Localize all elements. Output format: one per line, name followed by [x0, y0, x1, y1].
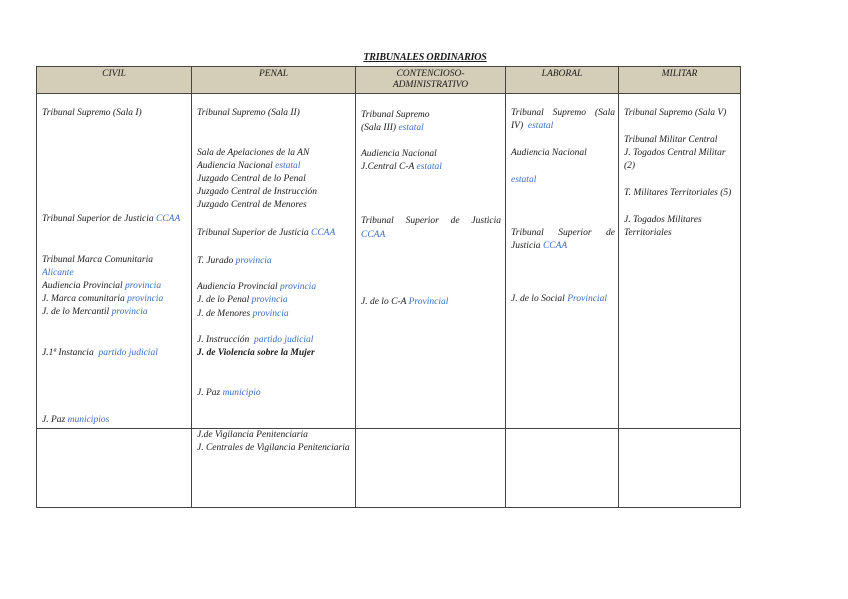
militar-tribunal-supremo: Tribunal Supremo (Sala V) [624, 108, 727, 118]
header-militar [619, 67, 740, 94]
contencioso-tsj-word: de [450, 216, 460, 226]
civil-ap-label: Audiencia Provincial [42, 281, 123, 291]
civil-tsj-scope: CCAA [156, 214, 181, 224]
civil-j-primera-instancia [42, 347, 158, 360]
civil-jmerc-label: J. de lo Mercantil [42, 307, 110, 317]
militar-territoriales: T. Militares Territoriales (5) [624, 188, 732, 198]
penal-tsj-label: Tribunal Superior de Justicia [197, 228, 309, 238]
penal-ap-scope: provincia [280, 282, 317, 292]
contencioso-ts-scope: estatal [398, 123, 424, 133]
laboral-ts-sala-label: IV) [511, 121, 524, 131]
penal-juzgado-central-menores: Juzgado Central de Menores [197, 200, 307, 210]
civil-tsj-label: Tribunal Superior de Justicia [42, 214, 154, 224]
laboral-an-scope: estatal [511, 175, 537, 185]
penal-jpaz-label: J. Paz [197, 388, 221, 398]
penal-j-vigilancia: J.de Vigilancia Penitenciaria [197, 430, 308, 440]
contencioso-jc-scope: estatal [416, 162, 442, 172]
laboral-tsj-scope: CCAA [542, 241, 568, 251]
penal-jpaz-scope: municipio [222, 388, 261, 398]
penal-j-instruccion [197, 334, 313, 347]
civil-tsj [42, 213, 180, 226]
header-penal [192, 67, 356, 94]
civil-j-paz [42, 414, 109, 427]
penal-an-scope: estatal [275, 161, 301, 171]
laboral-tsj-word: de [606, 228, 615, 238]
laboral-tsj-word: Tribunal [511, 228, 544, 238]
header-civil-label: CIVIL [102, 69, 126, 79]
militar-j-togados-central-count: (2) [624, 161, 636, 171]
penal-tsj [197, 227, 335, 240]
penal-juzgado-central-instruccion: Juzgado Central de Instrucción [197, 187, 318, 197]
laboral-ts-word: Supremo [552, 108, 587, 118]
penal-jurado-label: T. Jurado [197, 256, 234, 266]
laboral-tribunal-supremo [511, 107, 615, 120]
penal-ap-label: Audiencia Provincial [197, 282, 278, 292]
civil-j-mercantil [42, 306, 148, 319]
header-militar-label: MILITAR [661, 69, 698, 79]
penal-jmen-label: J. de Menores [197, 309, 251, 319]
contencioso-tsj-scope: CCAA [361, 230, 386, 240]
contencioso-j-ca [361, 296, 448, 309]
laboral-ts-sala [511, 120, 553, 133]
penal-j-central-vigilancia: J. Centrales de Vigilancia Penitenciaria [197, 443, 350, 453]
laboral-j-social [511, 293, 607, 306]
laboral-tsj2-label: Justicia [511, 241, 541, 251]
penal-audiencia-provincial [197, 281, 316, 294]
header-contencioso-line2: ADMINISTRATIVO [392, 80, 469, 90]
penal-sala-apelaciones: Sala de Apelaciones de la AN [197, 148, 310, 158]
penal-jurado-scope: provincia [235, 256, 272, 266]
contencioso-j-central [361, 161, 442, 174]
header-laboral-label: LABORAL [541, 69, 583, 79]
row-divider [37, 428, 740, 429]
penal-jinst-scope: partido judicial [254, 335, 314, 345]
civil-jpaz-label: J. Paz [42, 415, 66, 425]
civil-tribunal-supremo: Tribunal Supremo (Sala I) [42, 108, 142, 118]
column-divider [505, 94, 506, 508]
penal-jpenal-label: J. de lo Penal [197, 295, 250, 305]
contencioso-jca-scope: Provincial [408, 297, 449, 307]
laboral-tsj [511, 227, 615, 240]
contencioso-ts-sala [361, 122, 424, 135]
contencioso-jc-label: J.Central C-A [361, 162, 415, 172]
column-divider [355, 94, 356, 508]
laboral-ts-word: (Sala [594, 108, 615, 118]
header-laboral [506, 67, 619, 94]
civil-jpaz-scope: municipios [67, 415, 110, 425]
penal-jurado [197, 255, 272, 268]
laboral-jsoc-scope: Provincial [567, 294, 607, 304]
laboral-audiencia-nacional: Audiencia Nacional [511, 148, 587, 158]
penal-j-violencia: J. de Violencia sobre la Mujer [197, 348, 315, 358]
penal-jpenal-scope: provincia [251, 295, 288, 305]
civil-audiencia-provincial [42, 280, 161, 293]
penal-j-menores [197, 308, 289, 321]
penal-tsj-scope: CCAA [311, 228, 336, 238]
contencioso-jca-label: J. de lo C-A [361, 297, 407, 307]
laboral-jsoc-label: J. de lo Social [511, 294, 565, 304]
civil-j1i-label: J.1ª Instancia [42, 348, 94, 358]
militar-j-togados-central: J. Togados Central Militar [624, 148, 726, 158]
contencioso-tsj [361, 215, 501, 228]
column-divider [618, 94, 619, 508]
page-title: TRIBUNALES ORDINARIOS [363, 52, 487, 63]
laboral-tsj-line2 [511, 240, 567, 253]
penal-audiencia-nacional [197, 160, 300, 173]
laboral-ts-scope: estatal [527, 121, 554, 131]
militar-tribunal-central: Tribunal Militar Central [624, 135, 718, 145]
contencioso-ts-sala-label: (Sala III) [361, 123, 397, 133]
civil-marca: Tribunal Marca Comunitaria [42, 255, 154, 265]
contencioso-audiencia-nacional: Audiencia Nacional [361, 149, 437, 159]
header-contencioso-line1: CONTENCIOSO- [396, 69, 465, 79]
penal-jinst-label: J. Instrucción [197, 335, 250, 345]
civil-j-marca [42, 293, 163, 306]
penal-jmen-scope: provincia [252, 309, 289, 319]
laboral-ts-word: Tribunal [511, 108, 544, 118]
header-civil [37, 67, 192, 94]
penal-juzgado-central-penal: Juzgado Central de lo Penal [197, 174, 306, 184]
header-penal-label: PENAL [258, 69, 289, 79]
civil-jmerc-scope: provincia [111, 307, 148, 317]
civil-j1i-scope: partido judicial [98, 348, 158, 358]
column-divider [191, 94, 192, 508]
contencioso-tribunal-supremo: Tribunal Supremo [361, 110, 430, 120]
penal-tribunal-supremo: Tribunal Supremo (Sala II) [197, 108, 300, 118]
header-contencioso [356, 67, 506, 94]
civil-jmarca-label: J. Marca comunitaria [42, 294, 125, 304]
laboral-tsj-word: Superior [558, 228, 592, 238]
penal-j-penal [197, 294, 288, 307]
civil-ap-scope: provincia [125, 281, 162, 291]
contencioso-tsj-word: Superior [405, 216, 439, 226]
civil-marca-scope: Alicante [42, 268, 74, 278]
contencioso-tsj-word: Tribunal [361, 216, 394, 226]
penal-j-paz [197, 387, 261, 400]
militar-j-togados-militares: J. Togados Militares [624, 215, 702, 225]
contencioso-tsj-word: Justicia [471, 216, 501, 226]
civil-jmarca-scope: provincia [127, 294, 164, 304]
militar-j-togados-territoriales: Territoriales [624, 228, 672, 238]
penal-an-label: Audiencia Nacional [197, 161, 273, 171]
